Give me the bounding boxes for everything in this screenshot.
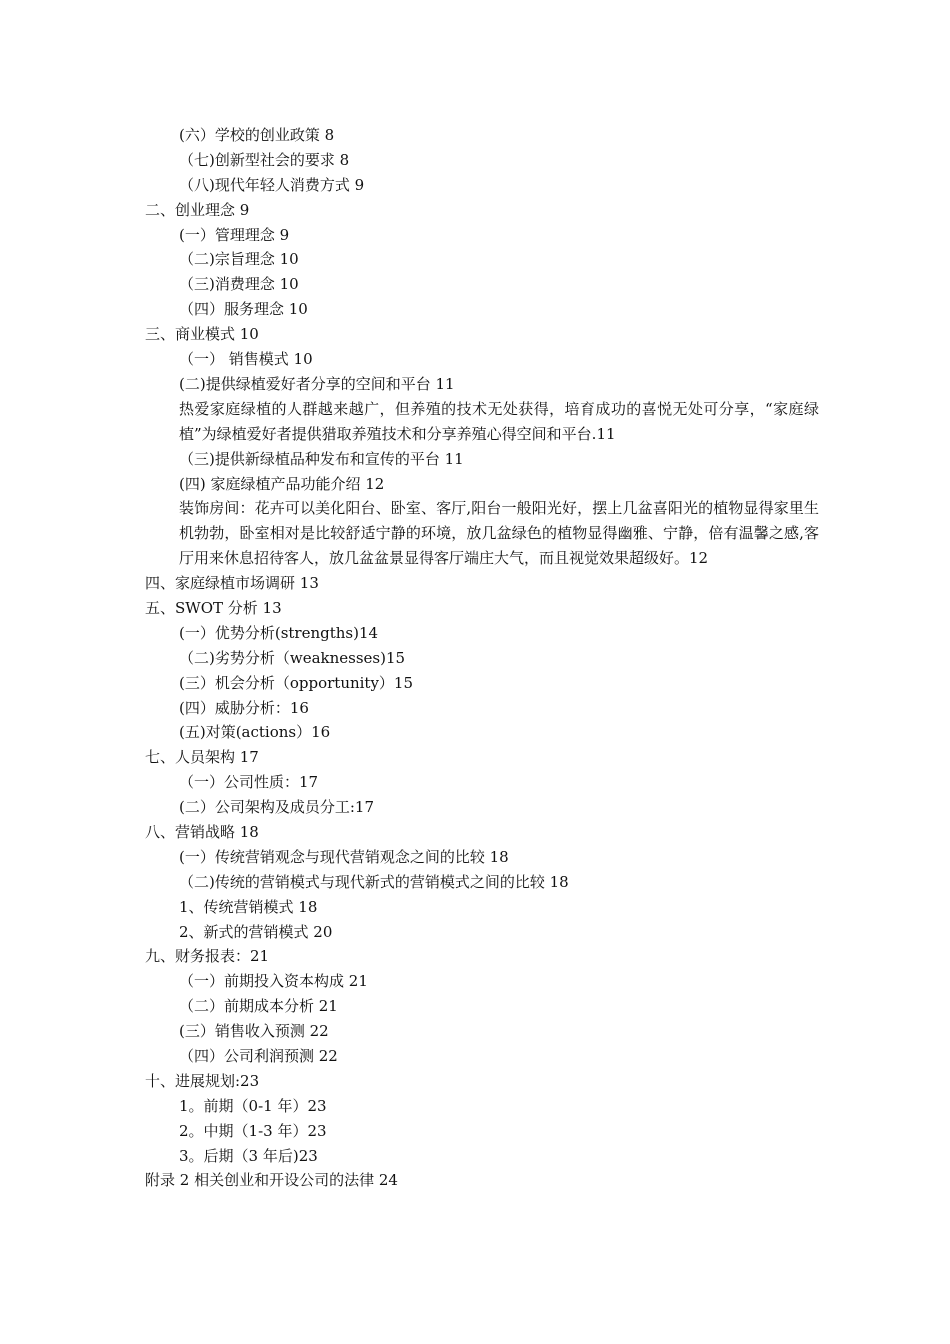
toc-subsection-entry: (一）优势分析(strengths)14 <box>179 623 379 642</box>
toc-paragraph: 装饰房间：花卉可以美化阳台、卧室、客厅,阳台一般阳光好，摆上几盆喜阳光的植物显得家里生机勃勃，卧室相对是比较舒适宁静的环境，放几盆绿色的植物显得幽雅、宁静，倍有温馨之感,客厅用来休息招待客人，放几盆盆景显得客厅端庄大气，而且视觉效果超级好。12 <box>179 499 819 568</box>
toc-subsection-entry: 2、新式的营销模式 20 <box>179 922 333 941</box>
toc-subsection-entry: （二）前期成本分析 21 <box>179 997 338 1016</box>
toc-subsection-entry: (三）机会分析（opportunity）15 <box>179 673 414 692</box>
toc-subsection-entry: (四）威胁分析：16 <box>179 698 309 717</box>
toc-subsection-entry: （七)创新型社会的要求 8 <box>179 150 350 169</box>
toc-section-entry: 七、人员架构 17 <box>145 748 259 767</box>
toc-subsection-entry: 3。后期（3 年后)23 <box>179 1146 318 1165</box>
toc-subsection-entry: (二)提供绿植爱好者分享的空间和平台 11 <box>179 374 455 393</box>
toc-subsection-entry: (一）传统营销观念与现代营销观念之间的比较 18 <box>179 847 509 866</box>
toc-paragraph: 热爱家庭绿植的人群越来越广，但养殖的技术无处获得，培育成功的喜悦无处可分享，“家庭绿植”为绿植爱好者提供猎取养殖技术和分享养殖心得空间和平台.11 <box>179 399 819 443</box>
toc-subsection-entry: (六）学校的创业政策 8 <box>179 126 335 144</box>
toc-section-entry: 九、财务报表：21 <box>145 947 270 966</box>
toc-subsection-entry: （三)提供新绿植品种发布和宣传的平台 11 <box>179 449 464 468</box>
toc-subsection-entry: (五)对策(actions）16 <box>179 723 331 742</box>
toc-subsection-entry: (三）销售收入预测 22 <box>179 1022 329 1041</box>
toc-section-entry: 十、进展规划:23 <box>145 1071 260 1090</box>
toc-subsection-entry: （二)传统的营销模式与现代新式的营销模式之间的比较 18 <box>179 872 569 891</box>
toc-section-entry: 八、营销战略 18 <box>145 823 259 842</box>
toc-subsection-entry: （一） 销售模式 10 <box>179 350 313 369</box>
toc-subsection-entry: （四）服务理念 10 <box>179 300 308 319</box>
toc-subsection-entry: （一）公司性质：17 <box>179 773 319 792</box>
toc-subsection-entry: （一）前期投入资本构成 21 <box>179 972 368 991</box>
toc-subsection-entry: （三)消费理念 10 <box>179 275 299 294</box>
toc-subsection-entry: （二)劣势分析（weaknesses)15 <box>179 648 406 667</box>
toc-subsection-entry: 1。前期（0-1 年）23 <box>179 1096 327 1115</box>
toc-section-entry: 二、创业理念 9 <box>145 200 250 219</box>
toc-subsection-entry: 1、传统营销模式 18 <box>179 897 318 916</box>
table-of-contents <box>0 123 950 1193</box>
toc-subsection-entry: 2。中期（1-3 年）23 <box>179 1121 327 1140</box>
toc-section-entry: 三、商业模式 10 <box>145 325 259 344</box>
toc-subsection-entry: (二）公司架构及成员分工:17 <box>179 798 374 817</box>
toc-section-entry: 附录 2 相关创业和开设公司的法律 24 <box>145 1171 398 1190</box>
toc-subsection-entry: （四）公司利润预测 22 <box>179 1047 338 1066</box>
toc-subsection-entry: (一）管理理念 9 <box>179 225 290 244</box>
toc-subsection-entry: （八)现代年轻人消费方式 9 <box>179 175 365 194</box>
toc-section-entry: 五、SWOT 分析 13 <box>145 599 282 617</box>
toc-subsection-entry: (四) 家庭绿植产品功能介绍 12 <box>179 474 385 493</box>
toc-subsection-entry: （二)宗旨理念 10 <box>179 250 299 269</box>
toc-section-entry: 四、家庭绿植市场调研 13 <box>145 574 319 593</box>
